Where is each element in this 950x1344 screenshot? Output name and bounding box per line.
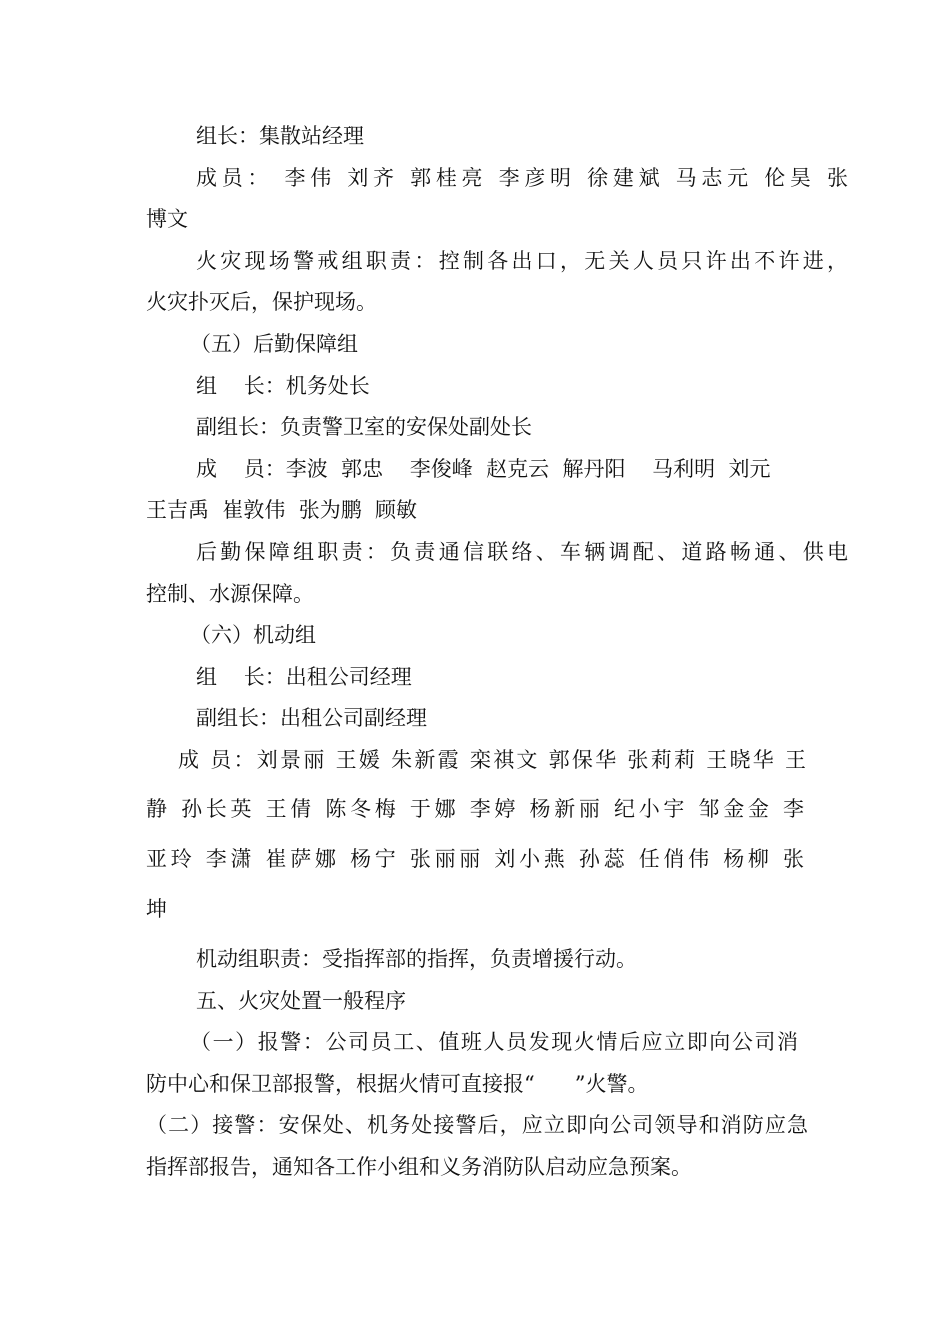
group-leader-line: 组长：集散站经理 [196,124,364,148]
members-line-cont: 博文 [146,207,188,231]
mobile-members-line: 成 员：刘景丽 王媛 朱新霞 栾祺文 郭保华 张莉莉 王晓华 王 [178,748,806,772]
logistics-duty-paragraph: 后勤保障组职责：负责通信联络、车辆调配、道路畅通、供电 [196,540,848,564]
mobile-leader-line: 组 长：出租公司经理 [196,665,412,689]
mobile-members-line-4: 坤 [146,897,167,921]
duty-paragraph-cont: 火灾扑灭后，保护现场。 [146,290,377,314]
logistics-deputy-line: 副组长：负责警卫室的安保处副处长 [196,415,532,439]
mobile-duty-paragraph: 机动组职责：受指挥部的指挥，负责增援行动。 [196,947,637,971]
section-heading-logistics: （五）后勤保障组 [190,332,358,356]
section-heading-mobile: （六）机动组 [190,623,316,647]
logistics-members-line: 成 员：李波 郭忠 李俊峰 赵克云 解丹阳 马利明 刘元 [196,457,771,481]
mobile-deputy-line: 副组长：出租公司副经理 [196,706,427,730]
logistics-leader-line: 组 长：机务处长 [196,374,370,398]
section-heading-procedure: 五、火灾处置一般程序 [196,989,406,1013]
receive-alarm-paragraph-cont: 指挥部报告，通知各工作小组和义务消防队启动应急预案。 [146,1155,692,1179]
alarm-paragraph: （一）报警：公司员工、值班人员发现火情后应立即向公司消 [190,1030,798,1054]
mobile-members-line-2: 静 孙长英 王倩 陈冬梅 于娜 李婷 杨新丽 纪小宇 邹金金 李 [146,797,804,821]
logistics-members-line-cont: 王吉禹 崔敦伟 张为鹏 顾敏 [146,498,418,522]
mobile-members-line-3: 亚玲 李潇 崔萨娜 杨宁 张丽丽 刘小燕 孙蕊 任俏伟 杨柳 张 [146,847,804,871]
logistics-duty-paragraph-cont: 控制、水源保障。 [146,582,314,606]
receive-alarm-paragraph: （二）接警：安保处、机务处接警后，应立即向公司领导和消防应急 [146,1113,808,1137]
alarm-paragraph-cont: 防中心和保卫部报警，根据火情可直接报“ ”火警。 [146,1072,649,1096]
duty-paragraph: 火灾现场警戒组职责：控制各出口，无关人员只许出不许进， [196,249,848,273]
members-line: 成员： 李伟 刘齐 郭桂亮 李彦明 徐建斌 马志元 伦昊 张 [196,166,848,190]
